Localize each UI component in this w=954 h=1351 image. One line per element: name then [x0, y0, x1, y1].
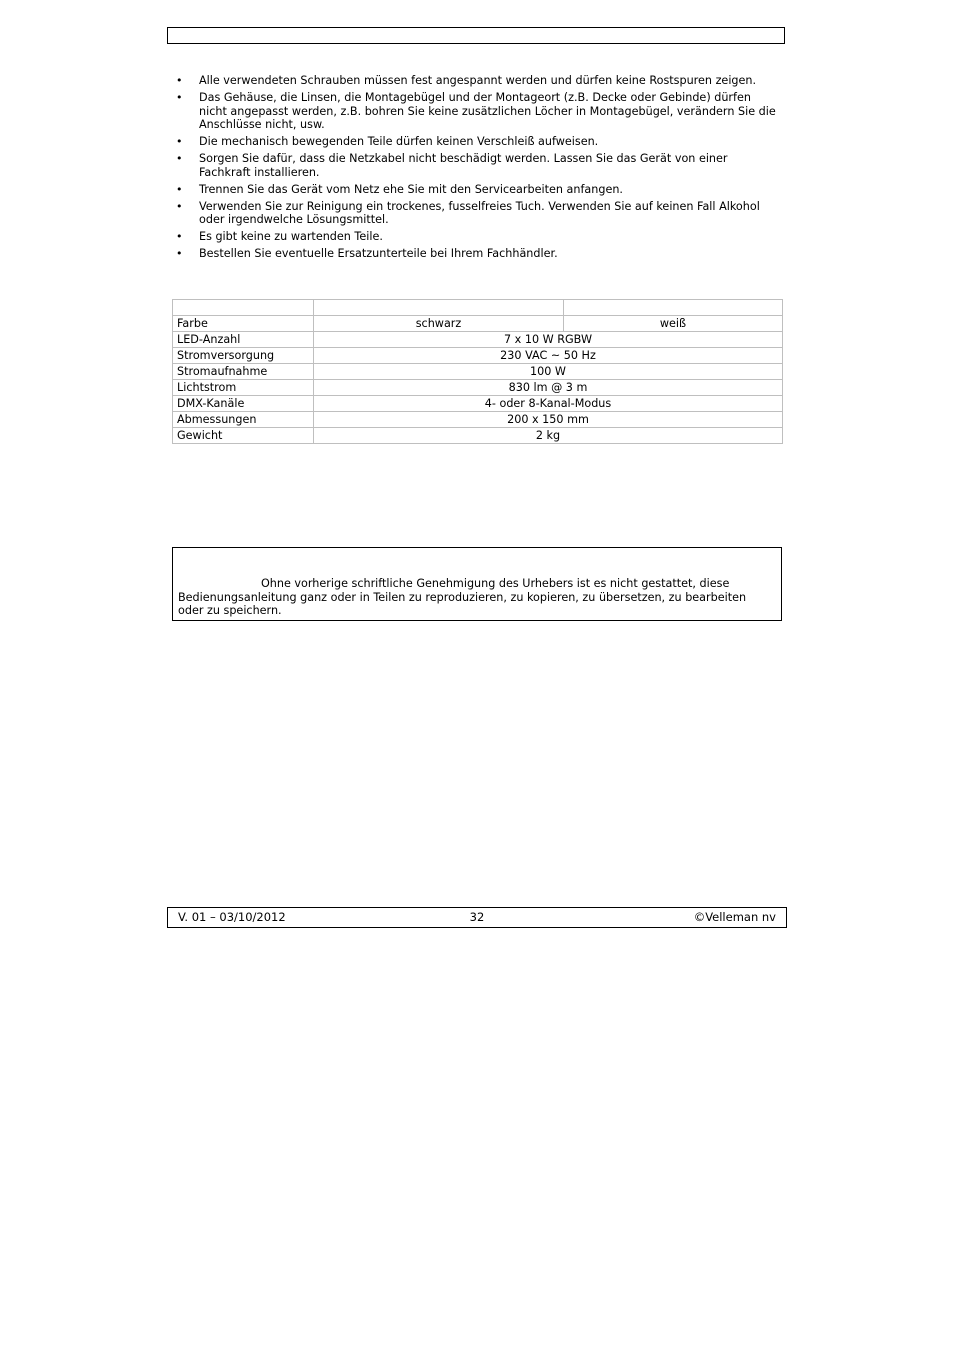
bullet-icon: •	[176, 91, 183, 104]
list-item	[176, 183, 776, 197]
bullet-icon: •	[176, 152, 183, 165]
row-label: Gewicht	[173, 428, 314, 444]
list-item-text: Bestellen Sie eventuelle Ersatzunterteile bei Ihrem Fachhändler.	[199, 247, 558, 260]
table-cell: weiß	[564, 316, 783, 332]
bullet-icon: •	[176, 135, 183, 148]
table-cell: 200 x 150 mm	[314, 412, 783, 428]
spec-table	[172, 299, 783, 444]
copyright-text: Ohne vorherige schriftliche Genehmigung des Urhebers ist es nicht gestattet, diese Bedienungsanleitung ganz oder in Teilen zu reproduzieren, zu kopieren, zu übersetzen, zu bearbeiten oder zu speichern.	[178, 577, 747, 617]
list-item	[176, 91, 776, 132]
table-cell: 230 VAC ~ 50 Hz	[314, 348, 783, 364]
list-item	[176, 200, 776, 227]
table-row	[173, 396, 783, 412]
row-label: Lichtstrom	[173, 380, 314, 396]
page-footer	[167, 907, 787, 928]
table-row	[173, 380, 783, 396]
row-label: DMX-Kanäle	[173, 396, 314, 412]
list-item-text: Verwenden Sie zur Reinigung ein trockenes, fusselfreies Tuch. Verwenden Sie auf keinen Fall Alkohol oder irgendwelche Lösungsmittel.	[199, 199, 760, 226]
list-item-text: Sorgen Sie dafür, dass die Netzkabel nicht beschädigt werden. Lassen Sie das Gerät von einer Fachkraft installieren.	[199, 152, 728, 179]
table-cell	[173, 300, 314, 316]
list-item-text: Die mechanisch bewegenden Teile dürfen keinen Verschleiß aufweisen.	[199, 135, 599, 148]
list-item-text: Es gibt keine zu wartenden Teile.	[199, 230, 383, 243]
table-row	[173, 332, 783, 348]
row-label: Farbe	[173, 316, 314, 332]
table-header-row	[173, 300, 783, 316]
table-row	[173, 348, 783, 364]
bullet-icon: •	[176, 247, 183, 260]
list-item-text: Alle verwendeten Schrauben müssen fest angespannt werden und dürfen keine Rostspuren zeigen.	[199, 74, 757, 87]
table-cell: 4- oder 8-Kanal-Modus	[314, 396, 783, 412]
table-row	[173, 412, 783, 428]
row-label: Stromaufnahme	[173, 364, 314, 380]
table-cell: 830 lm @ 3 m	[314, 380, 783, 396]
list-item	[176, 230, 776, 244]
table-cell	[564, 300, 783, 316]
table-cell: 100 W	[314, 364, 783, 380]
row-label: Stromversorgung	[173, 348, 314, 364]
table-row	[173, 428, 783, 444]
bullet-icon: •	[176, 182, 183, 196]
page-number: 32	[469, 910, 485, 924]
row-label: LED-Anzahl	[173, 332, 314, 348]
page-header-box	[167, 27, 785, 44]
version-date: V. 01 – 03/10/2012	[178, 910, 286, 924]
table-row	[173, 316, 783, 332]
table-row	[173, 364, 783, 380]
list-item	[176, 135, 776, 149]
maintenance-list	[176, 74, 776, 264]
list-item	[176, 152, 776, 179]
table-cell: 2 kg	[314, 428, 783, 444]
bullet-icon: •	[176, 199, 183, 213]
list-item	[176, 247, 776, 261]
bullet-icon: •	[176, 74, 183, 87]
list-item	[176, 74, 776, 88]
bullet-icon: •	[176, 230, 183, 243]
copyright-notice	[172, 547, 782, 621]
list-item-text: Das Gehäuse, die Linsen, die Montagebügel und der Montageort (z.B. Decke oder Gebinde) dürfen nicht angepasst werden, z.B. bohren Sie keine zusätzlichen Löcher in Montagebügel, verändern Sie die Anschlüsse nicht, usw.	[199, 91, 776, 131]
table-cell: 7 x 10 W RGBW	[314, 332, 783, 348]
row-label: Abmessungen	[173, 412, 314, 428]
list-item-text: Trennen Sie das Gerät vom Netz ehe Sie mit den Servicearbeiten anfangen.	[199, 182, 623, 196]
copyright-brand: ©Velleman nv	[693, 910, 776, 924]
table-cell: schwarz	[314, 316, 564, 332]
table-cell	[314, 300, 564, 316]
